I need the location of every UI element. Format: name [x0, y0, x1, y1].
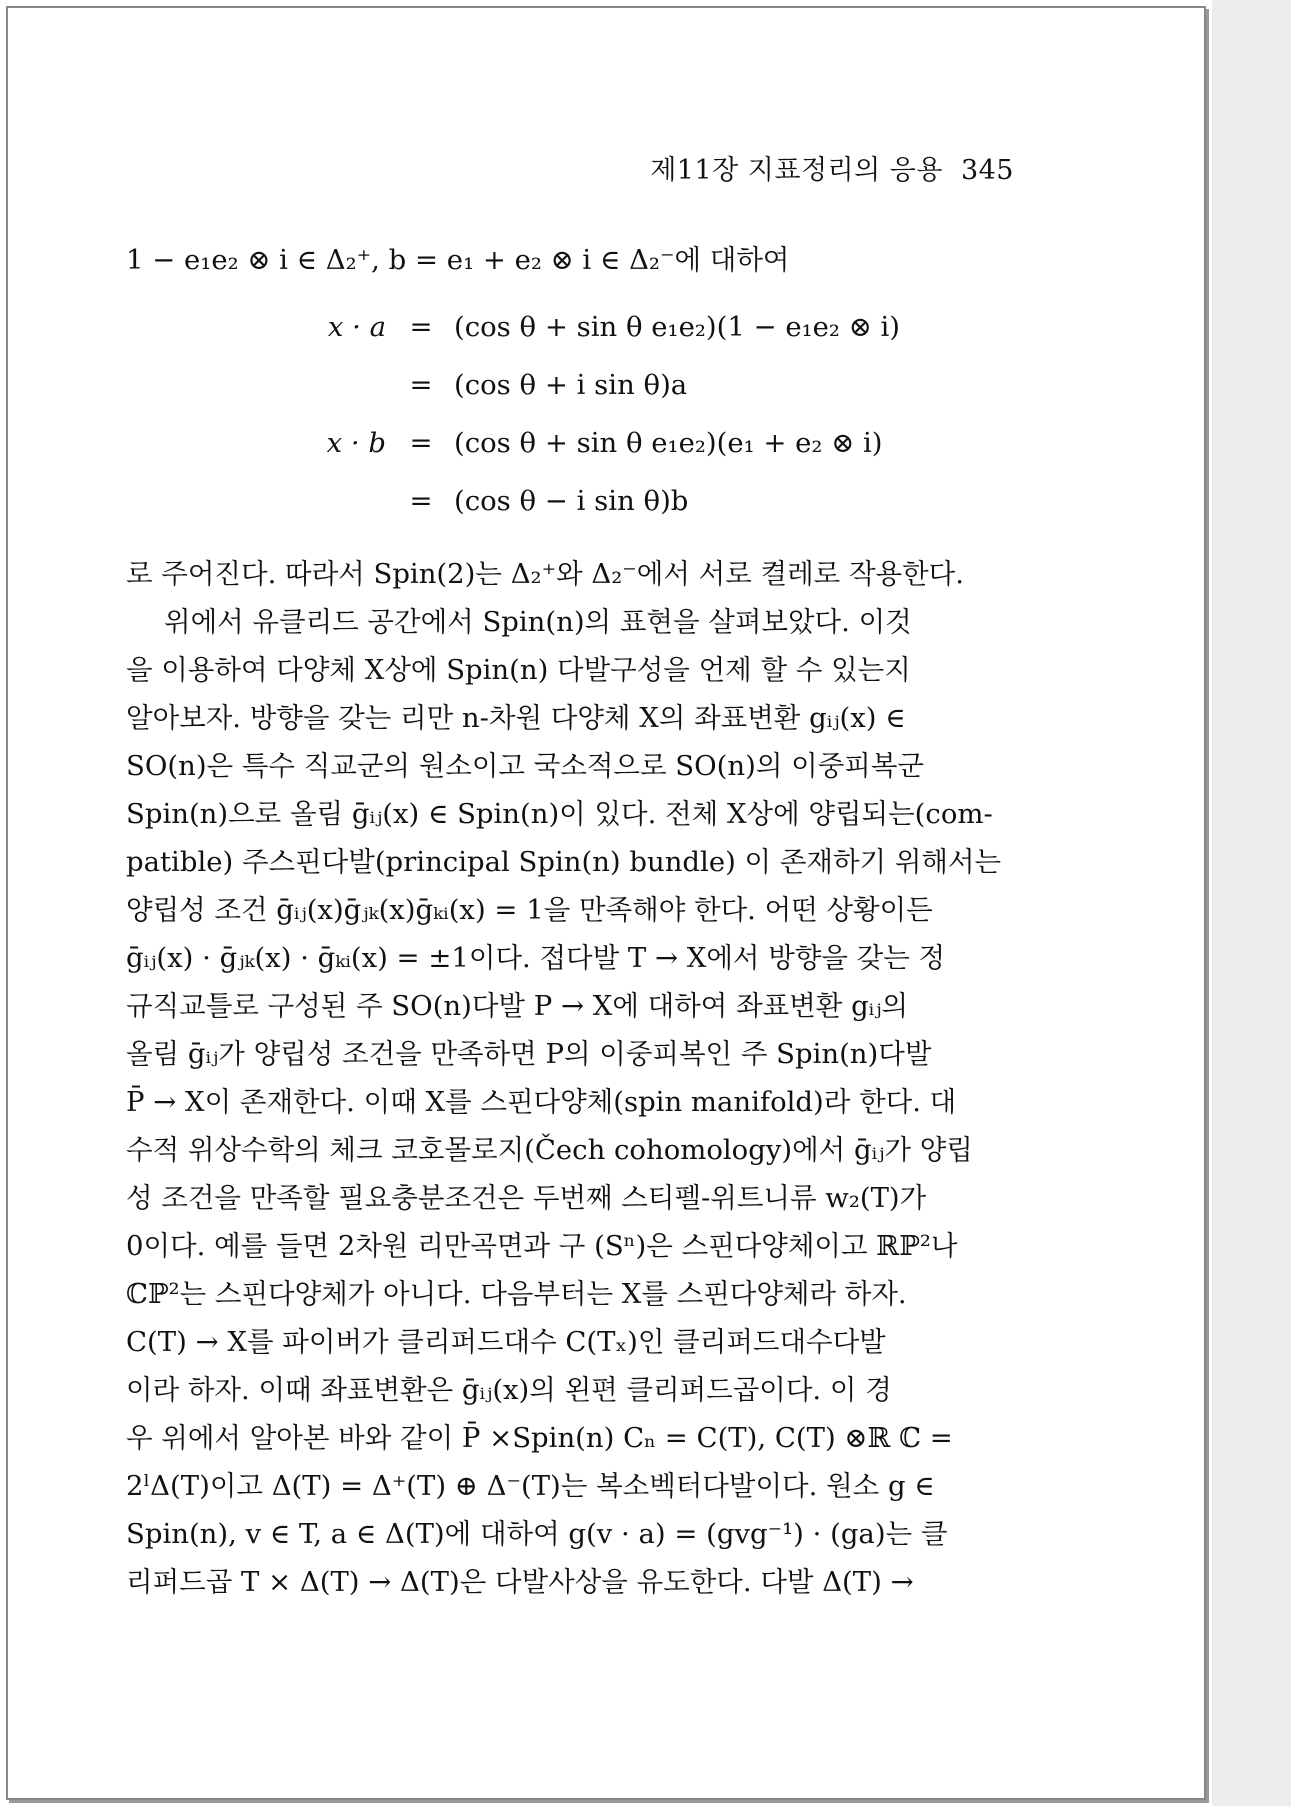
- text-line: C(T) → X를 파이버가 클리퍼드대수 C(Tₓ)인 클리퍼드대수다발: [126, 1326, 886, 1358]
- text-line: 을 이용하여 다양체 X상에 Spin(n) 다발구성을 언제 할 수 있는지: [126, 654, 911, 686]
- text-line: 알아보자. 방향을 갖는 리만 n-차원 다양체 X의 좌표변환 gᵢⱼ(x) ∈: [126, 702, 906, 734]
- text-line: 위에서 유클리드 공간에서 Spin(n)의 표현을 살펴보았다. 이것: [164, 606, 912, 638]
- text-line: 로 주어진다. 따라서 Spin(2)는 Δ₂⁺와 Δ₂⁻에서 서로 켤레로 작용한다.: [126, 558, 964, 590]
- text-line: P̄ → X이 존재한다. 이때 X를 스핀다양체(spin manifold)라 한다. 대: [126, 1086, 957, 1118]
- text-line: 이라 하자. 이때 좌표변환은 ḡᵢⱼ(x)의 왼편 클리퍼드곱이다. 이 경: [126, 1374, 892, 1406]
- text-line: SO(n)은 특수 직교군의 원소이고 국소적으로 SO(n)의 이중피복군: [126, 750, 924, 782]
- text-line: ℂℙ²는 스핀다양체가 아니다. 다음부터는 X를 스핀다양체라 하자.: [126, 1278, 907, 1310]
- running-header: [650, 148, 1014, 187]
- intro-line: 1 − e₁e₂ ⊗ i ∈ Δ₂⁺, b = e₁ + e₂ ⊗ i ∈ Δ₂⁻에 대하여: [126, 244, 790, 276]
- chapter-title: 제11장 지표정리의 응용: [650, 155, 943, 186]
- text-line: Spin(n), v ∈ T, a ∈ Δ(T)에 대하여 g(v · a) = (gvg⁻¹) · (ga)는 클: [126, 1518, 948, 1550]
- text-line: 양립성 조건 ḡᵢⱼ(x)ḡⱼₖ(x)ḡₖᵢ(x) = 1을 만족해야 한다. 어떤 상황이든: [126, 894, 933, 926]
- text-line: 리퍼드곱 T × Δ(T) → Δ(T)은 다발사상을 유도한다. 다발 Δ(T) →: [126, 1566, 914, 1598]
- equation-rhs: (cos θ + sin θ e₁e₂)(1 − e₁e₂ ⊗ i): [454, 311, 901, 343]
- equation-row: [126, 298, 1026, 356]
- text-line: 2ˡΔ(T)이고 Δ(T) = Δ⁺(T) ⊕ Δ⁻(T)는 복소벡터다발이다. 원소 g ∈: [126, 1470, 935, 1502]
- text-line: ḡᵢⱼ(x) · ḡⱼₖ(x) · ḡₖᵢ(x) = ±1이다. 접다발 T → X에서 방향을 갖는 정: [126, 942, 946, 974]
- equation-block: [126, 298, 1026, 530]
- spacer: [126, 530, 1026, 550]
- equation-row: [126, 472, 1026, 530]
- book-page: [6, 6, 1206, 1800]
- equation-row: [126, 356, 1026, 414]
- page-body: [126, 236, 1026, 1606]
- equation-op: =: [409, 485, 433, 517]
- equation-row: [126, 414, 1026, 472]
- equation-lhs: x · b: [326, 427, 386, 459]
- background-strip: [1212, 0, 1291, 1806]
- text-line: 규직교틀로 구성된 주 SO(n)다발 P → X에 대하여 좌표변환 gᵢⱼ의: [126, 990, 909, 1022]
- equation-op: =: [409, 311, 433, 343]
- equation-op: =: [409, 427, 433, 459]
- text-line: 올림 ḡᵢⱼ가 양립성 조건을 만족하면 P의 이중피복인 주 Spin(n)다발: [126, 1038, 932, 1070]
- paragraph-text: [126, 550, 1026, 1606]
- equation-lhs: x · a: [327, 311, 386, 343]
- text-line: 성 조건을 만족할 필요충분조건은 두번째 스티펠-위트니류 w₂(T)가: [126, 1182, 927, 1214]
- text-line: 우 위에서 알아본 바와 같이 P̄ ×Spin(n) Cₙ = C(T), C(T) ⊗ℝ ℂ =: [126, 1422, 953, 1454]
- equation-op: =: [409, 369, 433, 401]
- equation-rhs: (cos θ + i sin θ)a: [454, 369, 688, 401]
- text-line: 0이다. 예를 들면 2차원 리만곡면과 구 (Sⁿ)은 스핀다양체이고 ℝℙ²나: [126, 1230, 958, 1262]
- page-number: 345: [960, 155, 1014, 186]
- equation-rhs: (cos θ − i sin θ)b: [454, 485, 689, 517]
- text-line: Spin(n)으로 올림 ḡᵢⱼ(x) ∈ Spin(n)이 있다. 전체 X상에 양립되는(com-: [126, 798, 993, 830]
- text-line: 수적 위상수학의 체크 코호몰로지(Čech cohomology)에서 ḡᵢⱼ가 양립: [126, 1134, 973, 1166]
- text-line: patible) 주스핀다발(principal Spin(n) bundle) 이 존재하기 위해서는: [126, 846, 1002, 878]
- equation-rhs: (cos θ + sin θ e₁e₂)(e₁ + e₂ ⊗ i): [454, 427, 883, 459]
